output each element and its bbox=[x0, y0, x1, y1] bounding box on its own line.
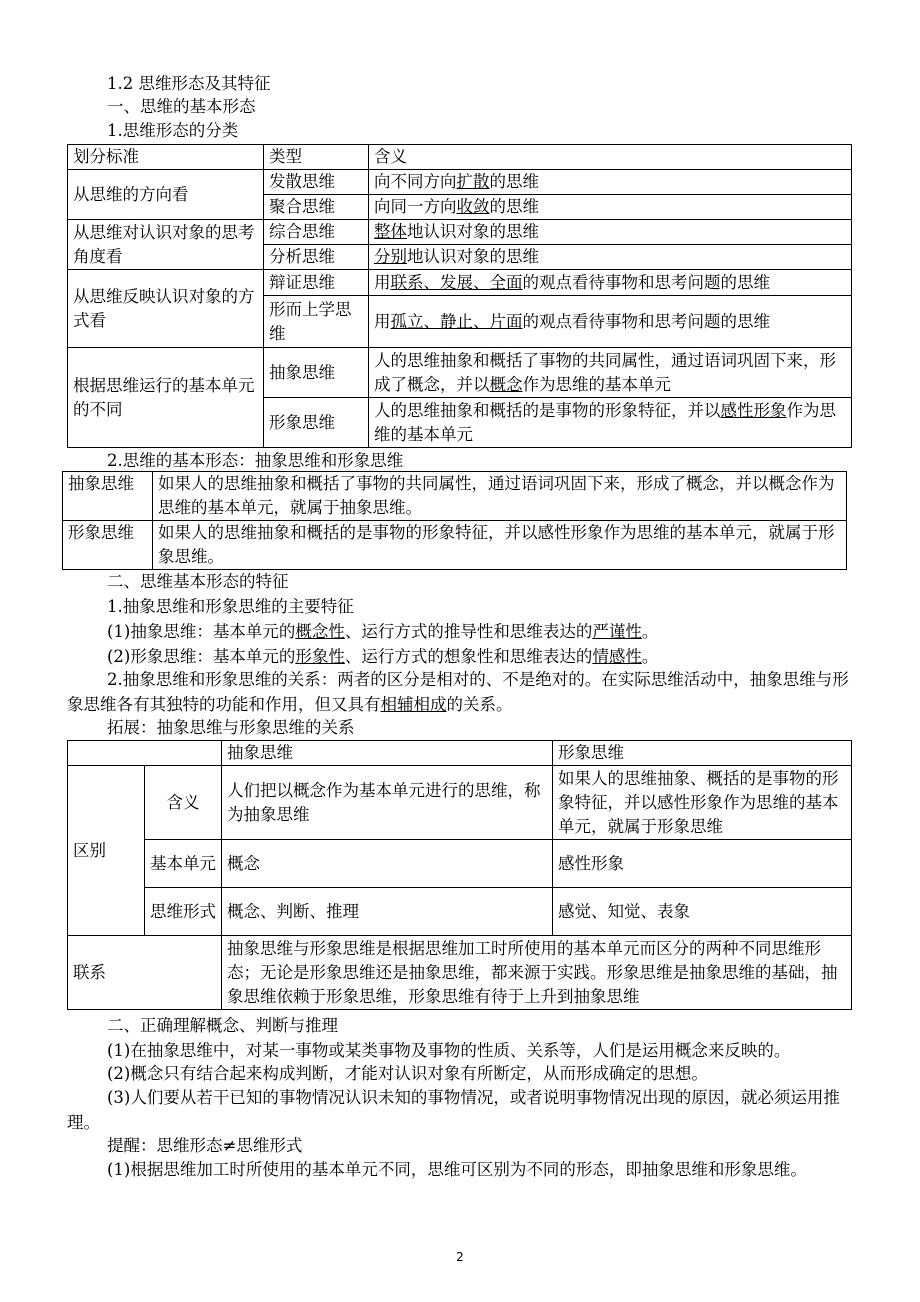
meaning-cell: 向不同方向扩散的思维 bbox=[369, 170, 852, 195]
subsection-title-features: 1.抽象思维和形象思维的主要特征 bbox=[107, 597, 354, 616]
difference-label: 区别 bbox=[68, 766, 145, 936]
column-header: 形象思维 bbox=[553, 741, 852, 766]
meaning-cell: 用孤立、静止、片面的观点看待事物和思考问题的思维 bbox=[369, 296, 852, 348]
criterion-cell: 从思维对认识对象的思考角度看 bbox=[68, 220, 264, 270]
meaning-cell: 人的思维抽象和概括了事物的共同属性，通过语词巩固下来，形成了概念，并以概念作为思维的基本单元 bbox=[369, 348, 852, 398]
row-label: 思维形式 bbox=[145, 888, 222, 936]
classification-table bbox=[67, 144, 852, 448]
meaning-cell: 分别地认识对象的思维 bbox=[369, 245, 852, 270]
section-title-1: 一、思维的基本形态 bbox=[107, 97, 256, 116]
page-number: 2 bbox=[456, 1250, 464, 1264]
section-title-2: 二、思维基本形态的特征 bbox=[107, 572, 289, 591]
meaning-cell: 人的思维抽象和概括的是事物的形象特征，并以感性形象作为思维的基本单元 bbox=[369, 398, 852, 448]
row-label: 含义 bbox=[145, 766, 222, 840]
subsection-title-forms: 2.思维的基本形态：抽象思维和形象思维 bbox=[107, 451, 404, 470]
paragraph-2: (2)概念只有结合起来构成判断，才能对认识对象有所断定，从而形成确定的思想。 bbox=[107, 1064, 708, 1083]
criterion-cell: 从思维的方向看 bbox=[68, 170, 264, 220]
term-cell: 抽象思维 bbox=[63, 472, 153, 521]
type-cell: 综合思维 bbox=[264, 220, 369, 245]
meaning-cell: 向同一方向收敛的思维 bbox=[369, 195, 852, 220]
cell: 人们把以概念作为基本单元进行的思维，称为抽象思维 bbox=[222, 766, 553, 840]
type-cell: 分析思维 bbox=[264, 245, 369, 270]
table-header: 划分标准 bbox=[68, 145, 264, 170]
meaning-cell: 用联系、发展、全面的观点看待事物和思考问题的思维 bbox=[369, 270, 852, 296]
reminder-line: 提醒：思维形态≠思维形式 bbox=[107, 1136, 303, 1155]
row-label: 基本单元 bbox=[145, 840, 222, 888]
type-cell: 抽象思维 bbox=[264, 348, 369, 398]
subsection-title-classification: 1.思维形态的分类 bbox=[107, 121, 239, 140]
type-cell: 形象思维 bbox=[264, 398, 369, 448]
criterion-cell: 根据思维运行的基本单元的不同 bbox=[68, 348, 264, 448]
type-cell: 辩证思维 bbox=[264, 270, 369, 296]
extension-title: 拓展：抽象思维与形象思维的关系 bbox=[107, 718, 355, 737]
cell: 感觉、知觉、表象 bbox=[553, 888, 852, 936]
meaning-cell: 整体地认识对象的思维 bbox=[369, 220, 852, 245]
definition-table bbox=[62, 471, 847, 570]
cell: 概念 bbox=[222, 840, 553, 888]
cell: 如果人的思维抽象、概括的是事物的形象特征，并以感性形象作为思维的基本单元，就属于形象思维 bbox=[553, 766, 852, 840]
paragraph-4: (1)根据思维加工时所使用的基本单元不同，思维可区别为不同的形态，即抽象思维和形象思维。 bbox=[107, 1160, 807, 1179]
table-header: 类型 bbox=[264, 145, 369, 170]
criterion-cell: 从思维反映认识对象的方式看 bbox=[68, 270, 264, 348]
table-header: 含义 bbox=[369, 145, 852, 170]
type-cell: 发散思维 bbox=[264, 170, 369, 195]
relationship-paragraph: 2.抽象思维和形象思维的关系：两者的区分是相对的、不是绝对的。在实际思维活动中，抽象思维与形象思维各有其独特的功能和作用，但又具有相辅相成的关系。 bbox=[67, 670, 849, 714]
column-header: 抽象思维 bbox=[222, 741, 553, 766]
type-cell: 聚合思维 bbox=[264, 195, 369, 220]
empty-cell bbox=[68, 741, 222, 766]
feature-image: (2)形象思维：基本单元的形象性、运行方式的想象性和思维表达的情感性。 bbox=[107, 647, 659, 666]
comparison-table bbox=[67, 740, 852, 1010]
cell: 概念、判断、推理 bbox=[222, 888, 553, 936]
section-heading: 1.2 思维形态及其特征 bbox=[107, 74, 271, 93]
section-title-3: 二、正确理解概念、判断与推理 bbox=[107, 1016, 338, 1035]
connection-text: 抽象思维与形象思维是根据思维加工时所使用的基本单元而区分的两种不同思维形态；无论是形象思维还是抽象思维，都来源于实践。形象思维是抽象思维的基础，抽象思维依赖于形象思维，形象思维有待于上升到抽象思维 bbox=[222, 936, 852, 1010]
type-cell: 形而上学思维 bbox=[264, 296, 369, 348]
cell: 感性形象 bbox=[553, 840, 852, 888]
feature-abstract: (1)抽象思维：基本单元的概念性、运行方式的推导性和思维表达的严谨性。 bbox=[107, 622, 659, 641]
term-cell: 形象思维 bbox=[63, 521, 153, 570]
definition-cell: 如果人的思维抽象和概括的是事物的形象特征，并以感性形象作为思维的基本单元，就属于形象思维。 bbox=[153, 521, 847, 570]
connection-label: 联系 bbox=[68, 936, 222, 1010]
definition-cell: 如果人的思维抽象和概括了事物的共同属性，通过语词巩固下来，形成了概念，并以概念作为思维的基本单元，就属于抽象思维。 bbox=[153, 472, 847, 521]
paragraph-3: (3)人们要从若干已知的事物情况认识未知的事物情况，或者说明事物情况出现的原因，就必须运用推理。 bbox=[67, 1088, 840, 1132]
paragraph-1: (1)在抽象思维中，对某一事物或某类事物及事物的性质、关系等，人们是运用概念来反映的。 bbox=[107, 1041, 791, 1060]
